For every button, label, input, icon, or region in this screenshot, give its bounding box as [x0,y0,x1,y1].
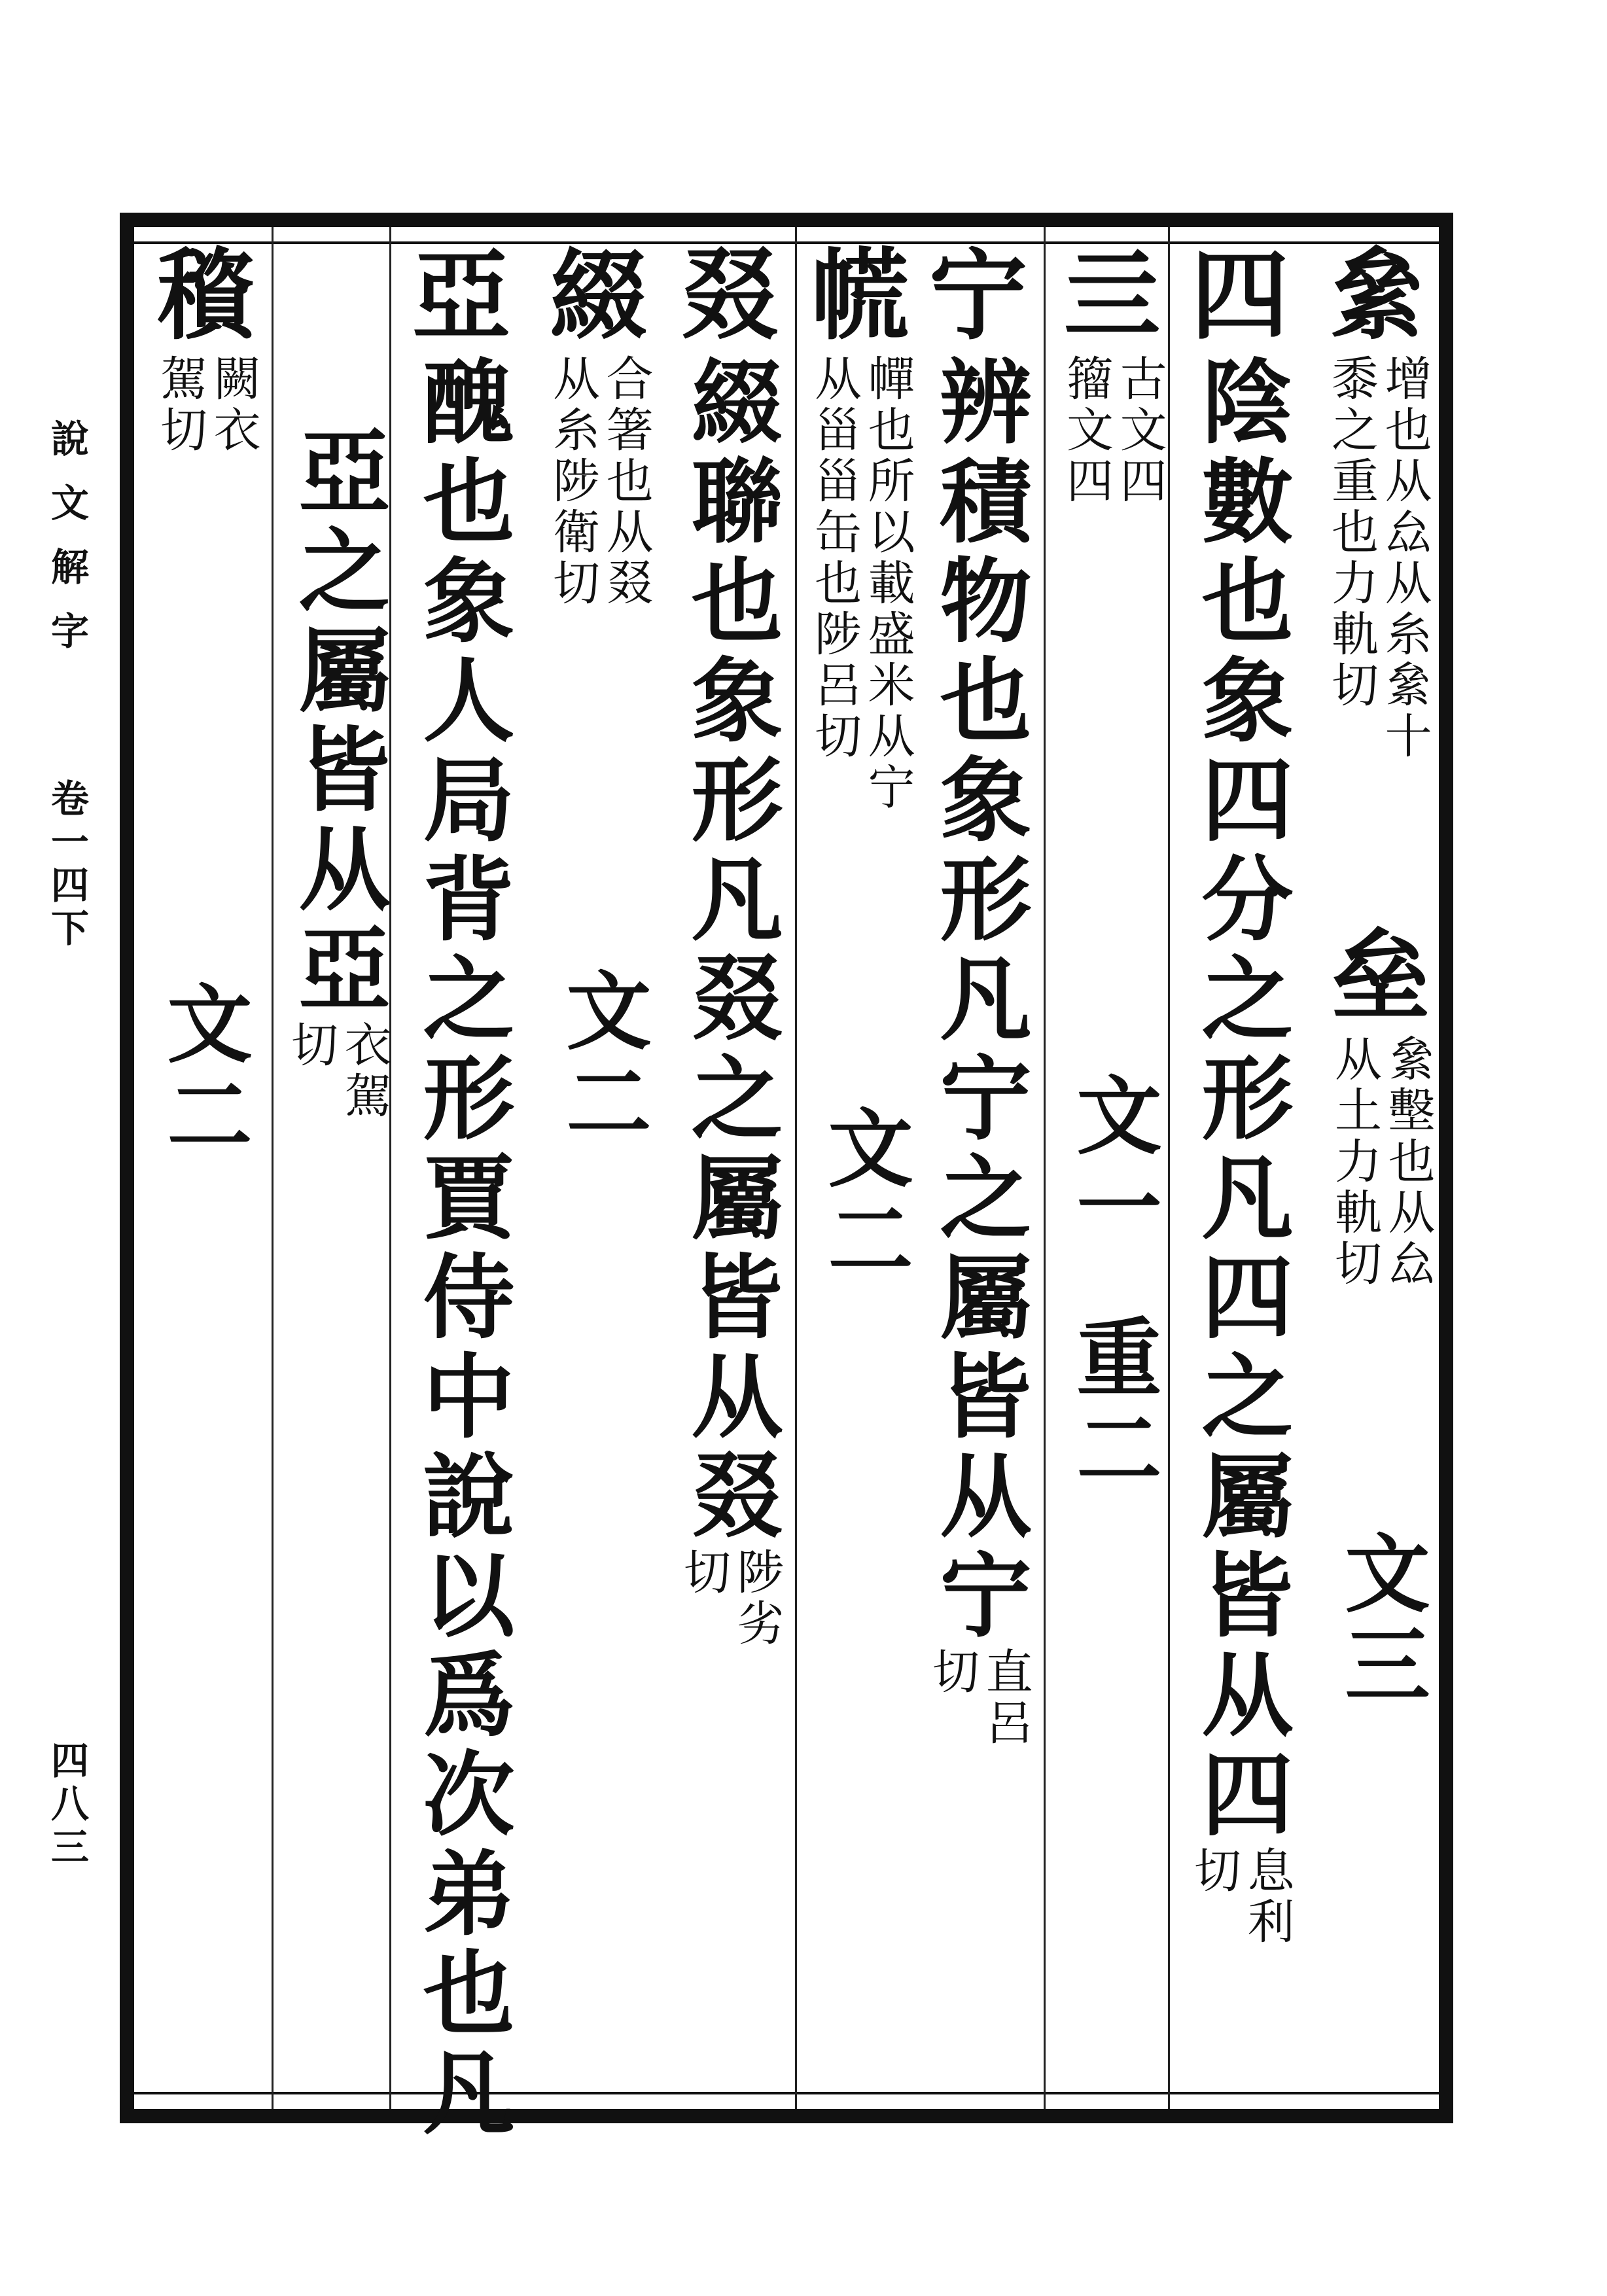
annotation-line: 切 [1186,1846,1241,1897]
book-title: 說文解字 [44,419,89,675]
annotation-line: 黍之重也力軌切 [1324,354,1379,711]
annotation [676,1547,785,1650]
column-divider [1168,227,1170,2109]
annotation [807,354,915,813]
entry-column [1318,919,1443,1290]
annotation-line: 闕衣 [205,354,261,456]
annotation-line: 合箸也从叕 [598,354,654,609]
seal-character: 垒 [1331,919,1430,1034]
annotation [283,1020,392,1122]
character-count: 文二 [153,980,253,1163]
seal-character: 宁 [928,238,1027,353]
entry-column [402,238,520,2144]
column-divider [795,227,797,2109]
annotation-line: 从土力軌切 [1327,1034,1382,1290]
annotation-line: 衣駕 [336,1020,392,1122]
page-frame [120,213,1453,2144]
annotation [545,354,654,609]
entry-column [540,238,658,609]
definition-text: 亞之屬皆从亞 [283,423,391,1020]
annotation-line: 古文四 [1112,354,1167,507]
entry-column [1312,238,1443,762]
character-count: 文二 [814,1104,914,1287]
annotation-line: 絫墼也从厽 [1380,1034,1436,1290]
character-count: 文一 [1063,1071,1163,1254]
page-number: 四八三 [44,1740,89,1870]
annotation-line: 息利 [1239,1846,1295,1948]
annotation [1059,354,1167,507]
entry-column [147,238,265,456]
annotation [1324,354,1432,762]
seal-character: 㡛 [811,238,909,353]
annotation-line: 駕切 [152,354,207,456]
annotation-line: 从糸陟衛切 [545,354,600,609]
annotation-line: 切 [925,1647,980,1698]
entry-column [919,238,1037,1749]
entry-column [283,423,392,1122]
annotation-line: 幝也所以載盛米从宁 [860,354,915,813]
entry-column [1181,238,1299,1948]
annotation-line: 籀文四 [1059,354,1114,507]
annotation [1327,1034,1436,1290]
frame-bottom-rule [134,2092,1439,2094]
definition-text: 醜也象人局背之形賈侍中說以爲次弟也凡 [408,354,515,2144]
definition-text: 辨積物也象形凡宁之屬皆从宁 [925,354,1032,1647]
character-count: 文二 [552,966,652,1150]
seal-character: 叕 [680,238,779,353]
annotation [152,354,261,456]
column-divider [1044,227,1046,2109]
annotation-line: 切 [283,1020,338,1071]
annotation [925,1647,1033,1749]
annotation-line: 直呂 [978,1647,1033,1749]
volume-label: 卷一四下 [44,779,89,951]
annotation-line: 增也从厽从糸絫十 [1377,354,1432,762]
entry-column [671,238,788,1650]
entry-column [1057,238,1168,507]
variant-count: 重二 [1063,1313,1163,1496]
annotation-line: 从甾甾缶也陟呂切 [807,354,862,762]
seal-character: 四 [1190,238,1289,353]
definition-text: 陰數也象四分之形凡四之屬皆从四 [1186,354,1294,1846]
column-divider [272,227,274,2109]
seal-character: 亖 [1063,238,1161,353]
annotation-line: 陟劣 [729,1547,785,1650]
entry-column [802,238,919,813]
annotation-line: 切 [676,1547,731,1598]
seal-character: 絫 [1328,238,1426,353]
annotation [1186,1846,1295,1948]
character-count: 文三 [1331,1529,1431,1712]
seal-character: 䆅 [156,238,255,353]
seal-character: 綴 [549,238,648,353]
seal-character: 亞 [412,238,510,353]
definition-text: 綴聯也象形凡叕之屬皆从叕 [676,354,783,1547]
